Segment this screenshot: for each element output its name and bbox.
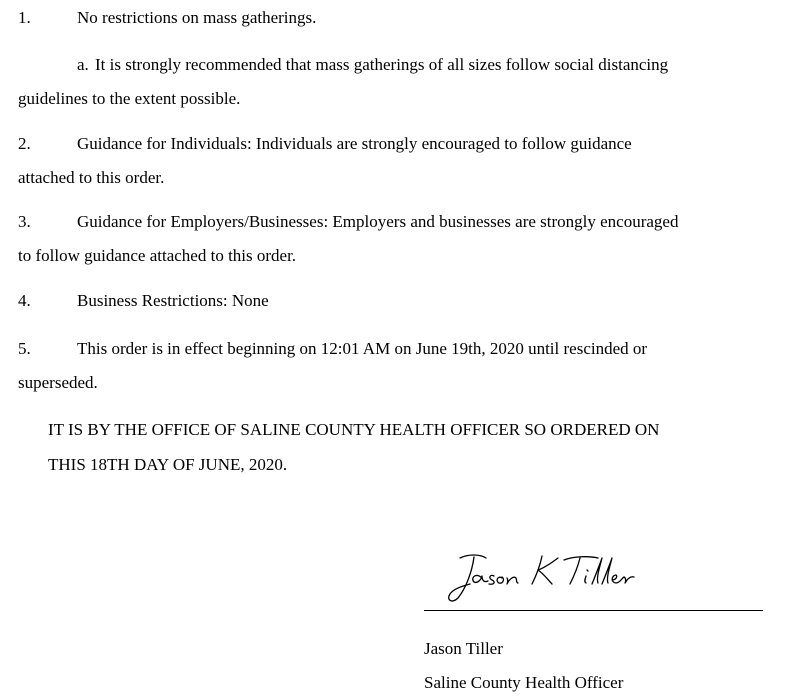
item-number: 3. [18, 212, 31, 231]
item-number: 4. [18, 291, 31, 310]
item-text: This order is in effect beginning on 12:01 AM on June 19th, 2020 until rescinded or [77, 339, 648, 358]
item-number: 2. [18, 134, 31, 153]
item-text: Business Restrictions: None [77, 291, 269, 310]
item-number: 5. [18, 339, 31, 358]
signatory-title: Saline County Health Officer [424, 673, 624, 692]
item-text: Guidance for Individuals: Individuals are strongly encouraged to follow guidance [77, 134, 632, 153]
item-text-continued: superseded. [18, 373, 98, 392]
closing-line-2: THIS 18TH DAY OF JUNE, 2020. [48, 455, 288, 474]
handwritten-signature [440, 548, 650, 612]
signatory-name: Jason Tiller [424, 639, 503, 658]
sub-item-label: a. [77, 55, 89, 74]
sub-item-text-continued: guidelines to the extent possible. [18, 89, 241, 108]
item-text-continued: attached to this order. [18, 168, 165, 187]
item-text: No restrictions on mass gatherings. [77, 8, 317, 27]
item-text: Guidance for Employers/Businesses: Employers and businesses are strongly encouraged [77, 212, 679, 231]
closing-line-1: IT IS BY THE OFFICE OF SALINE COUNTY HEALTH OFFICER SO ORDERED ON [48, 420, 660, 439]
signature-line [424, 610, 763, 611]
sub-item-text: It is strongly recommended that mass gatherings of all sizes follow social distancing [95, 55, 669, 74]
item-text-continued: to follow guidance attached to this order. [18, 246, 297, 265]
item-number: 1. [18, 8, 31, 27]
